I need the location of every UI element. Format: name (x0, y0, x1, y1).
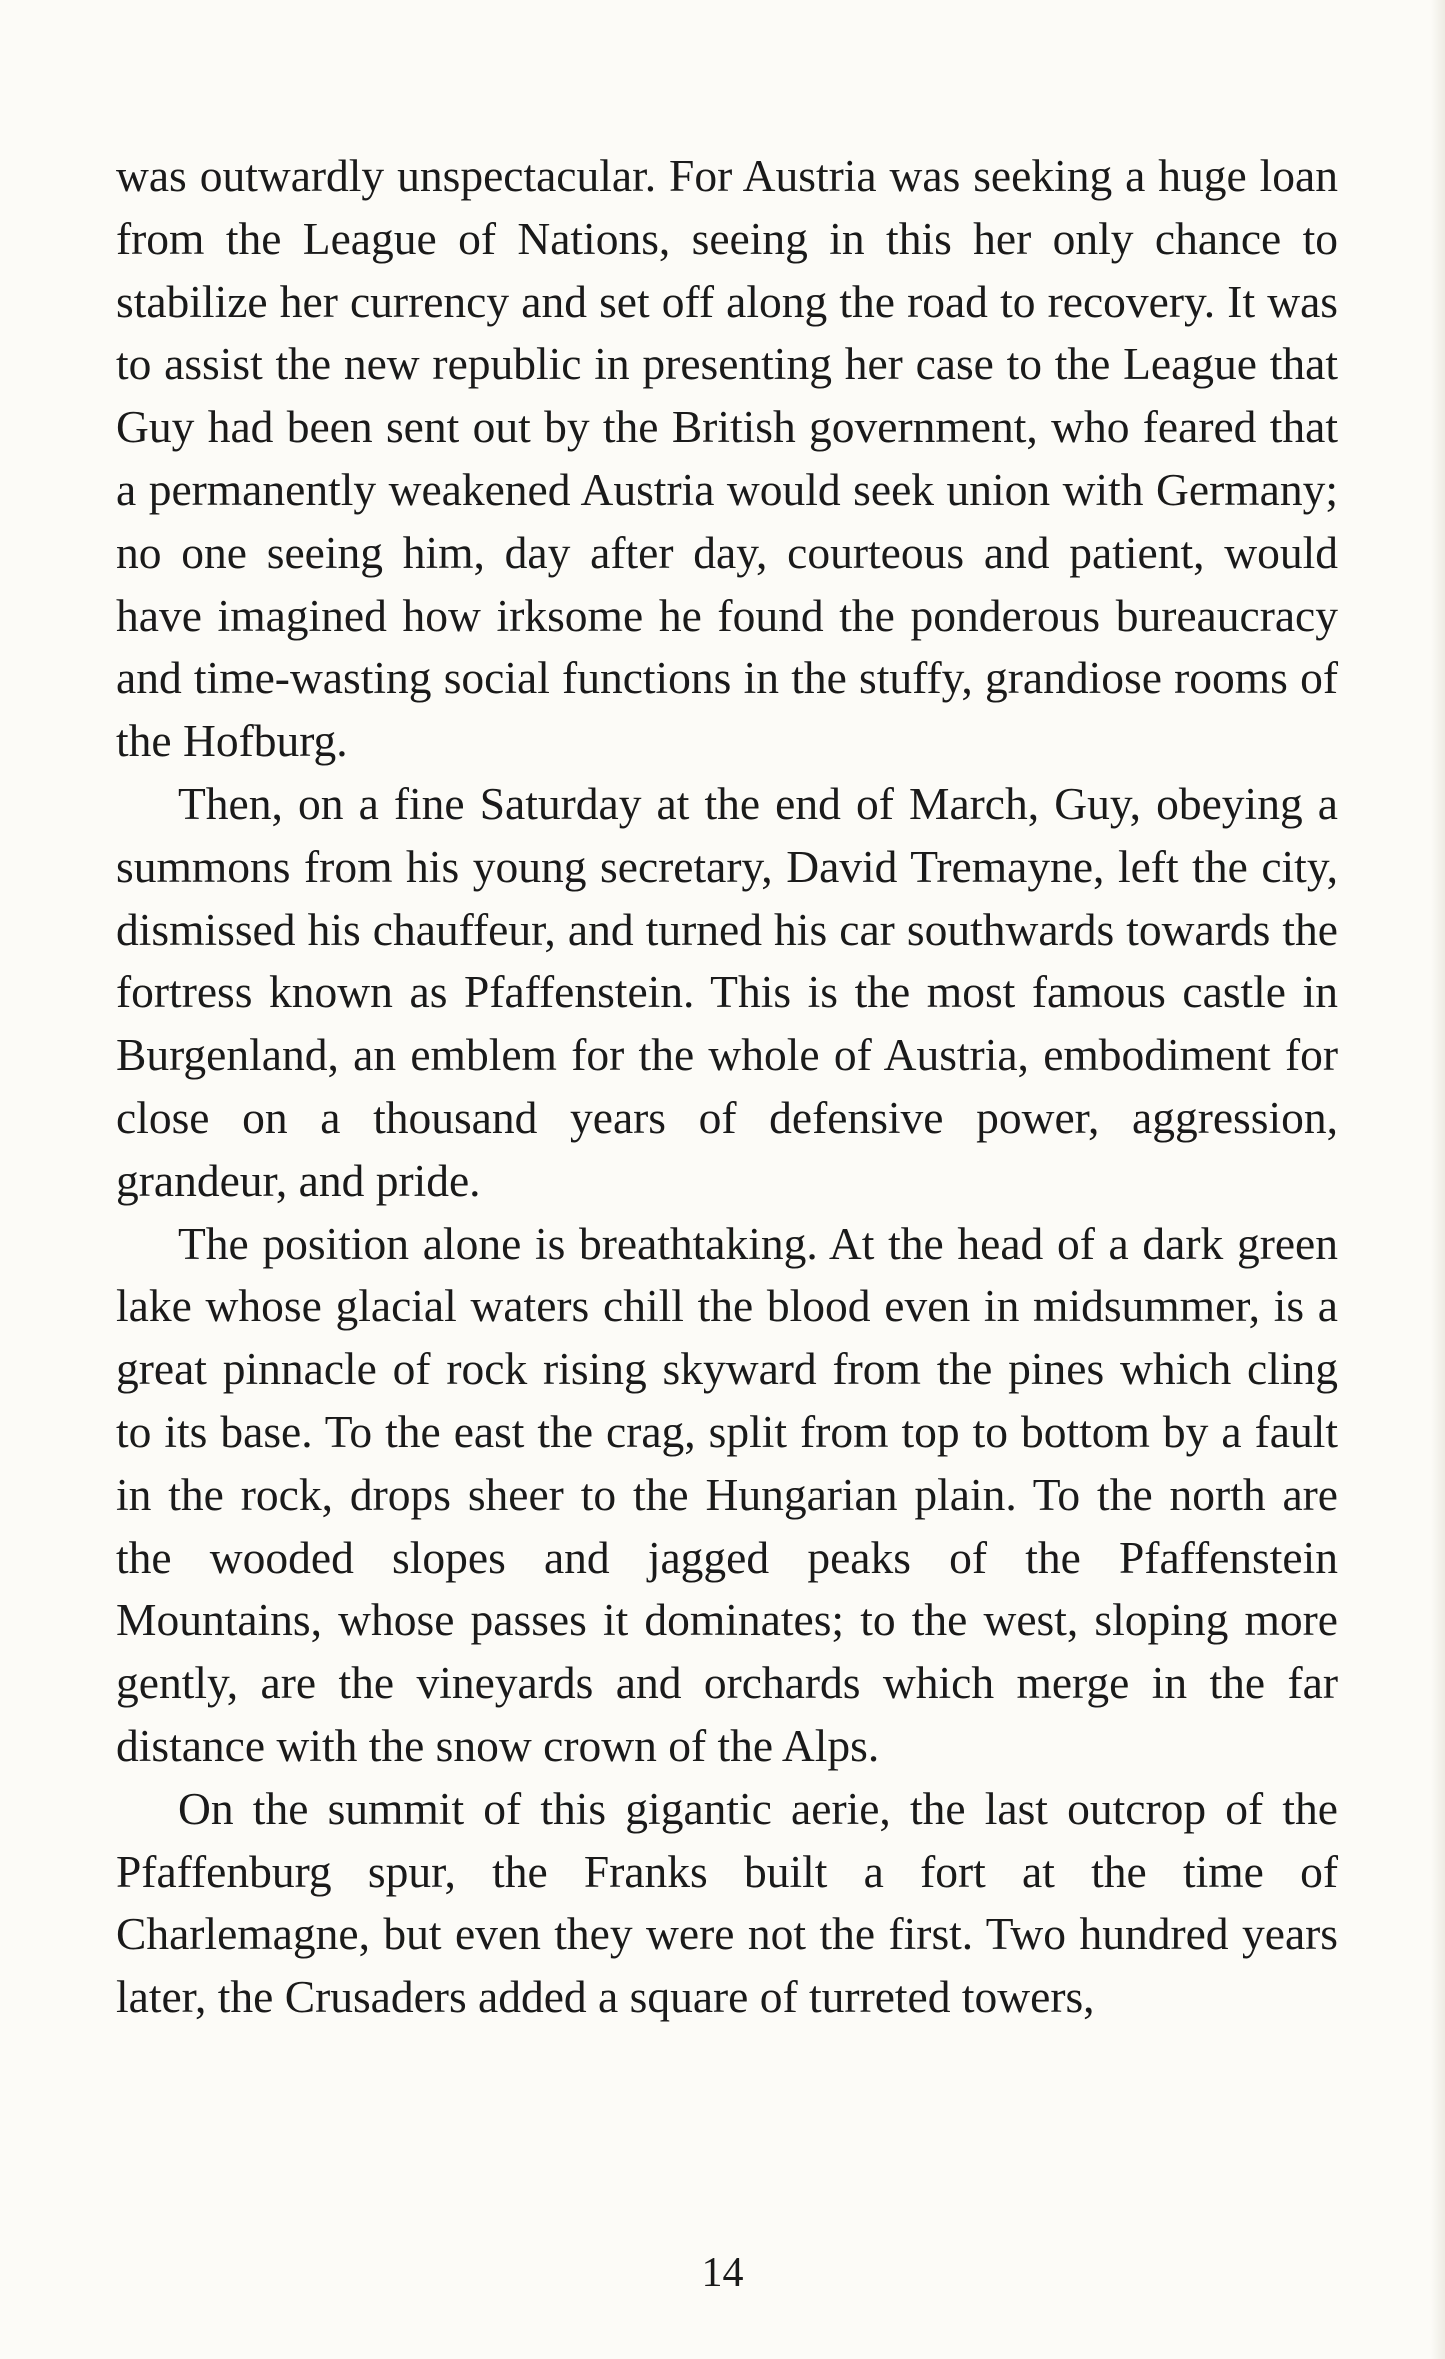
paragraph-3: The position alone is breathtaking. At the head of a dark green lake whose glacial waters chill the blood even in midsummer, is a great pinnacle of rock rising skyward from the pines which cling to its base. To the east the crag, split from top to bottom by a fault in the rock, drops sheer to the Hungarian plain. To the north are the wooded slopes and jagged peaks of the Pfaffenstein Mountains, whose passes it dominates; to the west, sloping more gently, are the vineyards and orchards which merge in the far distance with the snow crown of the Alps. (116, 1217, 1338, 1771)
body-text (116, 145, 1338, 2029)
scan-edge-shadow (1431, 0, 1445, 2359)
paragraph-2: Then, on a fine Saturday at the end of March, Guy, obeying a summons from his young secretary, David Tremayne, left the city, dismissed his chauffeur, and turned his car southwards towards the fortress known as Pfaffenstein. This is the most famous castle in Burgenland, an emblem for the whole of Austria, embodiment for close on a thousand years of defensive power, aggression, grandeur, and pride. (116, 777, 1338, 1206)
page-number: 14 (701, 2250, 744, 2296)
paragraph-4: On the summit of this gigantic aerie, the last outcrop of the Pfaffenburg spur, the Franks built a fort at the time of Charlemagne, but even they were not the first. Two hundred years later, the Crusaders added a square of turreted towers, (116, 1782, 1338, 2023)
paragraph-1: was outwardly unspectacular. For Austria was seeking a huge loan from the League of Nations, seeing in this her only chance to stabilize her currency and set off along the road to recovery. It was to assist the new republic in presenting her case to the League that Guy had been sent out by the British government, who feared that a permanently weakened Austria would seek union with Germany; no one seeing him, day after day, courteous and patient, would have imagined how irksome he found the ponderous bureaucracy and time-wasting social functions in the stuffy, grandiose rooms of the Hofburg. (116, 150, 1338, 767)
